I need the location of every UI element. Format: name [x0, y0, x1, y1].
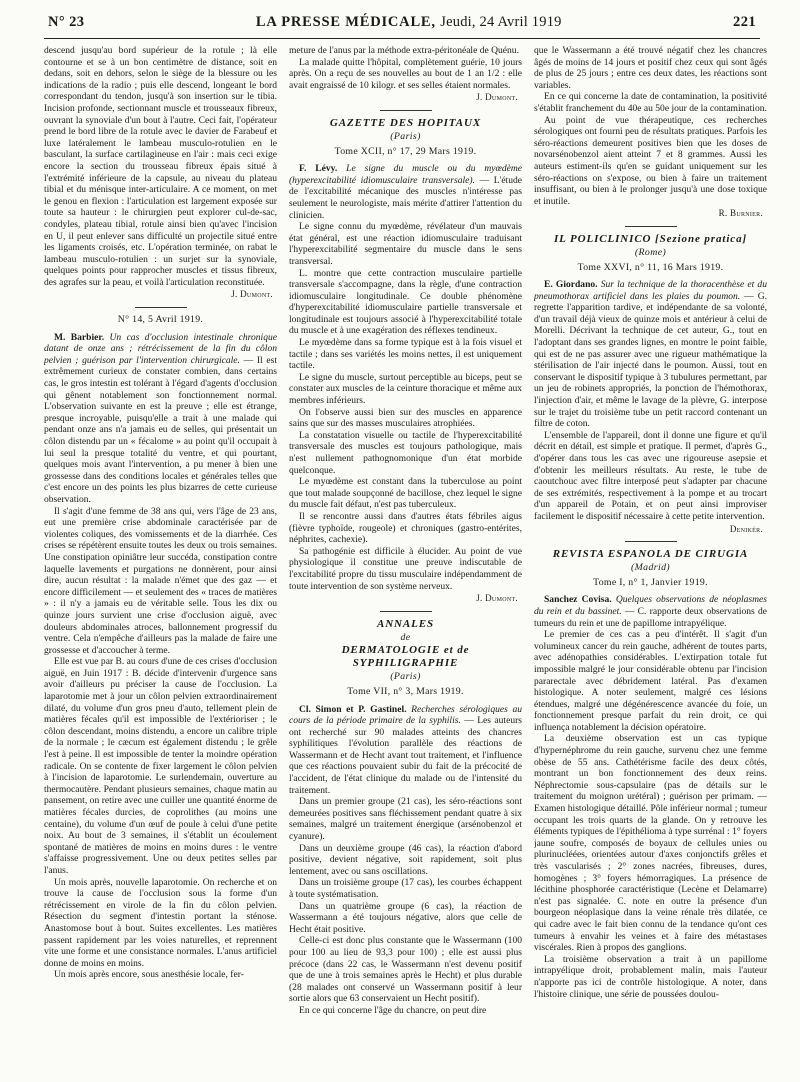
paragraph: Le premier de ces cas a peu d'intérêt. Il s'agit d'un volumineux cancer du rein gauche, adhérent de toutes parts, avec adénopathies considérables. L'extirpation totale fut impossible malgré le jour considérable obtenu par l'incision pararectale avec débridement latéral. Pas d'examen histologique. A noter seulement, malgré ces lésions étendues, malgré une dégénérescence avancée du foie, un fonctionnement presque parfait du rein droit, ce qui influença notablement la décision opératoire.	[534, 629, 767, 733]
article-text: — L'étude de l'excitabilité mécanique des muscles n'intéresse pas seulement le neurologiste, mais mérite d'attirer l'attention du clinicien.	[289, 174, 522, 221]
paragraph: Le signe connu du myœdème, révélateur d'un mauvais état général, est une réaction idiomusculaire traduisant l'hyperexcitabilité segmentaire du muscle dans le sens transversal.	[289, 221, 522, 267]
article-lead	[289, 163, 522, 221]
issue-line: Tome XXVI, n° 11, 16 Mars 1919.	[577, 261, 724, 273]
article-title: Le signe du muscle ou du myœdème (hyperexcitabilité idiomusculaire transversale).	[289, 163, 522, 186]
paragraph: meture de l'anus par la méthode extra-péritonéale de Quénu.	[289, 45, 519, 56]
publication-title: DERMATOLOGIE et de SYPHILIGRAPHIE	[341, 644, 470, 670]
paragraph: Dans un quatrième groupe (6 cas), la réaction de Wassermann a été toujours négative, alors que celle de Hecht était positive.	[289, 900, 522, 935]
signature: J. Dumont.	[476, 92, 518, 103]
article-author: E. Giordano.	[544, 279, 598, 291]
publication-title: IL POLICLINICO [Sezione pratica]	[553, 232, 748, 245]
signature: J. Dumont.	[231, 289, 273, 300]
paragraph: La constatation visuelle ou tactile de l'hyperexcitabilité transversale des muscles est toujours pathologique, mais n'est nullement pathognomonique d'un état morbide quelconque.	[289, 429, 522, 476]
signature: Denikér.	[729, 523, 763, 534]
paragraph: Elle est vue par B. au cours d'une de ces crises d'occlusion aiguë, en Juin 1917 : B. décide d'intervenir d'urgence sans avoir d'ailleurs pu préciser la cause de l'occlusion. La laparotomie met à jour un côlon pelvien extraordinairement dilaté, du volume d'un gros pneu d'auto, tellement plein de matières fécales qu'il est impossible de l'extérioriser ; le côlon descendant, moins distendu, a encore un calibre triple de la normale ; le cæcum est également distendu ; le grêle l'est à peine. Il est impossible de tenter la moindre opération radicale. On se contente de fixer largement le côlon pelvien à l'incision de laparotomie. Le surlendemain, ouverture au thermocautère. Pendant plusieurs semaines, chaque matin au pansement, on retire avec une cuiller une quantité énorme de matières fécales durcies, de coprolithes (au moins une centaine), du volume d'un œuf de poule à celui d'une petite noix. Au bout de 3 semaines, il s'établit un écoulement spontané de matières de moins en moins dures : le ventre s'affaisse progressivement. Une ou deux petites selles par l'anus.	[44, 656, 277, 876]
article-title: Recherches sérologiques au cours de la période primaire de la syphilis.	[289, 703, 522, 727]
article-lead	[289, 704, 522, 797]
paragraph: Un mois après encore, sous anesthésie locale, fer-	[54, 969, 244, 981]
paragraph: Le signe du muscle, surtout perceptible au biceps, peut se constater aux muscles de la ceinture thoracique et même aux membres inférieurs.	[289, 371, 522, 407]
section-rule	[625, 226, 677, 227]
publication-city: (Paris)	[390, 130, 421, 142]
section-rule	[380, 611, 432, 612]
paragraph: Le myœdème est constant dans la tuberculose au point que tout malade soupçonné de bacillose, chez lequel le signe du muscle fait défaut, n'est pas tuberculeux.	[289, 476, 522, 511]
issue-line: Tome XCII, n° 17, 29 Mars 1919.	[334, 145, 477, 157]
paragraph: La malade quitte l'hôpital, complètement guérie, 10 jours après. On a reçu de ses nouvelles au bout de 1 an 1/2 : elle avait engraissé de 10 kilogr. et ses selles étaient normales.	[289, 56, 522, 91]
article-title: Sur la technique de la thoracenthèse et du pneumothorax artificiel dans les plaies du poumon.	[534, 279, 767, 302]
article-title: Quelques observations de néoplasmes du rein et du bassinet.	[534, 594, 767, 617]
issue-line: Tome VII, n° 3, Mars 1919.	[347, 685, 464, 697]
paragraph: L. montre que cette contraction musculaire partielle transversale s'accompagne, dans la règle, d'une contraction idiomusculaire longitudinale. Ce double phénomène d'hyperexcitabilité idiomusculaire partielle transversale et longitudinale est toujours associé à l'hyperexcitabilité totale du muscle et à une exagération des réflexes tendineux.	[289, 267, 522, 337]
section-rule	[380, 110, 432, 111]
paragraph: Le myœdème dans sa forme typique est à la fois visuel et tactile ; dans ses variétés les moins nettes, il est uniquement tactile.	[289, 337, 522, 372]
issue-date: Jeudi, 24 Avril 1919	[440, 14, 562, 30]
paragraph: En ce qui concerne la date de contamination, la positivité s'établit franchement du 40e au 50e jour de la contamination.	[534, 91, 767, 114]
article-author: Cl. Simon et P. Gastinel.	[299, 703, 407, 715]
article-author: Sanchez Covisa.	[544, 594, 612, 606]
journal-title-line	[256, 14, 562, 31]
paragraph: Il se rencontre aussi dans d'autres états fébriles aigus (fièvre typhoïde, rougeole) et chroniques (gastro-entérites, néphrites, cachexie).	[289, 510, 522, 546]
article-text: — Les auteurs ont recherché sur 90 malades atteints des chancres syphilitiques l'évolution parallèle des réactions de Wassermann et de Hecht avant tout traitement, et l'influence que ces réactions pouvaient subir du fait de la précocité de l'accident, de l'état clinique du malade ou de l'intensité du traitement.	[289, 715, 522, 796]
paragraph: que le Wassermann a été trouvé négatif chez les chancres âgés de moins de 14 jours et positif chez ceux qui sont âgés de plus de 25 jours ; entre ces deux dates, les réactions sont variables.	[534, 45, 767, 91]
header-rule	[44, 38, 760, 39]
article-lead	[534, 594, 767, 629]
running-header	[44, 14, 760, 38]
section-rule	[625, 541, 677, 542]
article-author: F. Lévy.	[299, 163, 338, 175]
publication-title: ANNALES	[376, 617, 435, 630]
paragraph: En ce qui concerne l'âge du chancre, on peut dire	[299, 1004, 487, 1016]
paragraph: Au point de vue thérapeutique, ces recherches sérologiques ont fourni peu de résultats pratiques. Parfois les séro-réactions demeurent positives bien que les doses de novarsénobenzol aient atteint 7 et 8 grammes. Aussi les auteurs estiment-ils qu'en se guidant uniquement sur les séro-réactions on s'expose, ou bien à faire un traitement insuffisant, ou bien à le prolonger jusqu'à une dose toxique et inutile.	[534, 114, 767, 207]
publication-city: (Paris)	[390, 671, 421, 683]
publication-title: REVISTA ESPANOLA DE CIRUGIA	[552, 548, 749, 561]
publication-title-connector: de	[400, 631, 411, 643]
issue-line: N° 14, 5 Avril 1919.	[117, 314, 204, 326]
journal-title: LA PRESSE MÉDICALE,	[255, 14, 436, 30]
article-lead	[534, 279, 767, 430]
paragraph: Celle-ci est donc plus constante que le Wassermann (100 pour 100 au lieu de 93,3 pour 100) ; elle est aussi plus précoce (dans 22 cas, le Wassermann n'est devenu positif que de une à trois semaines après le Hecht) et plus durable (28 malades ont conservé un Wassermann positif à leur sortie alors que 63 conservaient un Hecht positif).	[289, 935, 522, 1005]
page-number: 221	[733, 14, 756, 30]
article-text: — C. rapporte deux observations de tumeurs du rein et une de papillome intrapyélique.	[534, 605, 767, 629]
text-columns	[44, 45, 767, 1073]
section-rule	[135, 307, 187, 308]
article-lead	[44, 332, 277, 506]
publication-title: GAZETTE DES HOPITAUX	[329, 116, 482, 129]
paragraph: Dans un premier groupe (21 cas), les séro-réactions sont demeurées positives sans fléchissement pendant quatre à six semaines, malgré un traitement énergique (arsénobenzol et cyanure).	[289, 796, 522, 843]
signature: R. Burnier.	[718, 208, 763, 219]
paragraph: La deuxième observation est un cas typique d'hypernéphrome du rein gauche, survenu chez une femme obèse de 55 ans. Cathétérisme facile des deux côtés, montrant un bon fonctionnement des deux reins. Néphrectomie sous-capsulaire (pas de détails sur le traitement du moignon urétéral) ; guérison per primam. — Examen histologique détaillé. Pôle inférieur normal ; tumeur occupant les trois quarts de la glande. On y retrouve les éléments typiques de l'épithélioma à type surrénal : 1° foyers jaune soufre, composés de boyaux de cellules unies ou plurinucléées, orientées autour d'axes conjonctifs grêles et très vascularisés ; 2° zones nacrées, fibreuses, dures, homogènes ; 3° foyers hémorragiques. La présence de lécithine phosphorée caractéristique (Lecène et Delamarre) n'est pas signalée. C. note en outre la présence d'un bourgeon néoplasique dans la veine rénale très dilatée, ce qui cadre avec le fait bien connu de la tendance qu'ont ces tumeurs à envahir les veines et à faire des métastases viscérales. Rien à propos des ganglions.	[534, 733, 767, 954]
issue-number: N° 23	[48, 14, 85, 30]
article-author: M. Barbier.	[54, 331, 105, 343]
paragraph: L'ensemble de l'appareil, dont il donne une figure et qu'il décrit en détail, est simple et pratique. Il permet, d'après G., d'opérer dans tous les cas avec une rigoureuse asepsie et d'obtenir les meilleurs résultats. Au reste, le tube de caoutchouc avec filtre interposé peut s'adapter par chacune de ses extrémités, respectivement à la pompe et au trocart d'un appareil de Potain, et on peut ainsi improviser facilement le dispositif nécessaire à cette petite intervention.	[534, 429, 767, 522]
article-text: — G. regrette l'apparition tardive, et indépendante de sa volonté, d'un travail déjà vieux de quinze mois et antérieur à celui de Morelli. Décrivant la technique de cet auteur, G., tout en l'adoptant dans ses grandes lignes, en montre le point faible, qui est de ne pas assurer avec une rigueur mathématique la stérilisation de l'air injecté dans le poumon. Aussi, tout en conservant le dispositif typique à 3 tubulures permettant, par un jeu de robinets appropriés, la ponction de l'hémothorax, l'injection d'air, et même le lavage de la plèvre, G. interpose sur le trajet du troisième tube un petit raccord contenant un filtre de coton.	[534, 290, 767, 430]
column-2	[289, 45, 522, 1073]
publication-city: (Madrid)	[630, 562, 671, 574]
paragraph: On l'observe aussi bien sur des muscles en apparence sains que sur des masses musculaires atrophiées.	[289, 406, 522, 430]
signature: J. Dumont.	[476, 593, 518, 604]
paragraph: Un mois après, nouvelle laparotomie. On recherche et on trouve la cause de l'occlusion sous la forme d'un rétrécissement en virole de la fin du côlon pelvien. Résection du segment d'intestin portant la sténose. Anastomose bout à bout. Suites excellentes. Les matières passent rapidement par les voies naturelles, et reprennent vite une forme et une consistance normales. L'anus artificiel donne de moins en moins.	[44, 876, 277, 969]
paragraph: Il s'agit d'une femme de 38 ans qui, vers l'âge de 23 ans, eut une première crise abdominale caractérisée par de violentes coliques, des vomissements et de la diarrhée. Ces crises se répétèrent ensuite toutes les deux ou trois semaines. Une constipation opiniâtre leur succéda, constipation contre laquelle lavements et purgations ne donnèrent, pour ainsi dire, aucun résultat : la malade n'émet que des gaz — et encore difficilement — et seulement des « traces de matières » : il n'y a jamais eu de véritable selle. Tous les dix ou quinze jours survient une crise d'occlusion aiguë, avec douleurs abdominales atroces, ballonnement progressif du ventre. Cela n'empêche d'ailleurs pas la malade de faire une grossesse et d'accoucher à terme.	[44, 505, 277, 656]
issue-line: Tome I, n° 1, Janvier 1919.	[593, 576, 708, 588]
paragraph: descend jusqu'au bord supérieur de la rotule ; là elle contourne et se à un bon centimètre de distance, soit en dedans, soit en dehors, selon le siège de la blessure ou les indications de la radio ; puis elle descend, longeant le bord correspondant du tendon, jusqu'à son insertion sur le tibia. Incision profonde, sectionnant muscle et trousseaux fibreux, ouvrant la synoviale d'un bout à l'autre. Ceci fait, l'opérateur prend le bord libre de la rotule avec le davier de Farabeuf et luxe latéralement le lambeau musculo-rotulien en le basculant, la surface cartilagineuse en l'air : mais ceci exige encore la section du trousseau fibreux épais situé à l'extrémité inférieure de la capsule, au niveau du plateau tibial et du ménisque inter-articulaire. A ce moment, on met le genou en flexion : l'articulation est largement exposée sur toute sa hauteur : le chirurgien peut explorer cul-de-sac, condyles, plateau tibial, rotule ainsi bien qu'avec l'incision en U, il peut enlever sans difficulté un projectile situé entre les ligaments croisés, etc. L'opération terminée, on rabat le lambeau musculo-rotulien : un surjet sur la synoviale, quelques points pour rapprocher muscles et tissus fibreux, des agrafes sur la peau, et voilà l'articulation reconstituée.	[44, 45, 277, 288]
paragraph: La troisième observation a trait à un papillome intrapyélique droit, probablement malin, mais l'auteur n'apporte pas ici de contrôle histologique. A noter, dans l'histoire clinique, une série de poussées doulou-	[534, 953, 767, 1000]
paragraph: Dans un deuxième groupe (46 cas), la réaction d'abord positive, devient négative, soit rapidement, soit plus lentement, avec ou sans oscillations.	[289, 842, 522, 877]
paragraph: Sa pathogénie est difficile à élucider. Au point de vue physiologique il constitue une preuve indiscutable de l'excitabilité propre du tissu musculaire indépendamment de toute intervention de son système nerveux.	[289, 545, 522, 592]
article-title: Un cas d'occlusion intestinale chronique datant de onze ans ; rétrécissement de la fin du côlon pelvien ; guérison par l'intervention chirurgicale.	[44, 331, 277, 366]
column-1	[44, 45, 277, 1073]
paragraph: Dans un troisième groupe (17 cas), les courbes échappent à toute systématisation.	[289, 877, 522, 900]
article-text: — Il est extrêmement curieux de constater combien, dans certains cas, le gros intestin est tolérant à l'égard d'agents d'occlusion qui gênent notablement son fonctionnement normal. L'observation suivante en est la preuve ; elle est étrange, presque incroyable, puisqu'elle a trait à une malade qui pendant onze ans n'a jamais eu de selles, qui présentait un côlon distendu par un « fécalome » au point qu'il occupait à lui seul la presque totalité du ventre, et qui pourtant, quelques mois avant l'intervention, a pu mener à bien une grossesse dans des conditions locales et générales telles que c'est encore un des points les plus bizarres de cette curieuse observation.	[44, 354, 277, 505]
column-3	[534, 45, 767, 1073]
publication-city: (Rome)	[634, 246, 667, 258]
